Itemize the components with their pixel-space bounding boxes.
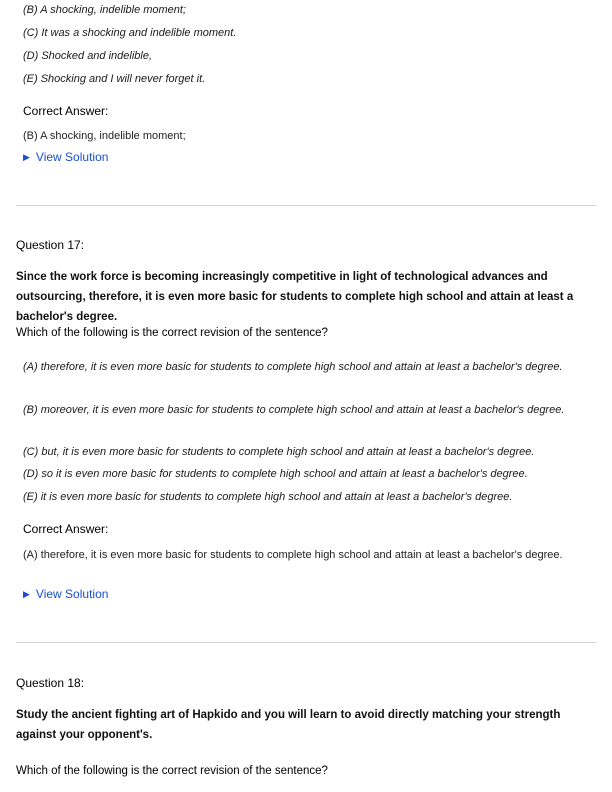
q17-option-a: (A) therefore, it is even more basic for students to complete high school and attain at least a bachelor's degree. [23, 361, 563, 373]
q18-title: Question 18: [16, 676, 85, 690]
q17-correct-answer: (A) therefore, it is even more basic for students to complete high school and attain at least a bachelor's degree. [23, 549, 563, 561]
q17-option-d: (D) so it is even more basic for students to complete high school and attain at least a bachelor's degree. [23, 468, 528, 480]
section-divider [16, 205, 596, 206]
q16-option-c: (C) It was a shocking and indelible moment. [23, 27, 237, 39]
q16-view-solution-link[interactable] [23, 150, 108, 164]
q16-option-d: (D) Shocked and indelible, [23, 50, 153, 62]
view-solution-label: View Solution [35, 587, 109, 601]
q17-stem: Since the work force is becoming increasingly competitive in light of technological advances and outsourcing, therefore, it is even more basic for students to complete high school and attain at least a bachelor's degree. [16, 271, 574, 323]
q17-option-c: (C) but, it is even more basic for students to complete high school and attain at least a bachelor's degree. [23, 446, 535, 458]
section-divider [16, 642, 596, 643]
expand-triangle-icon: ▶ [23, 589, 30, 599]
expand-triangle-icon: ▶ [23, 152, 30, 162]
q16-option-e: (E) Shocking and I will never forget it. [23, 73, 206, 85]
q17-option-b: (B) moreover, it is even more basic for students to complete high school and attain at least a bachelor's degree. [23, 404, 565, 416]
q16-correct-answer: (B) A shocking, indelible moment; [23, 130, 186, 142]
q17-option-e: (E) it is even more basic for students to complete high school and attain at least a bachelor's degree. [23, 491, 513, 503]
q16-correct-answer-label: Correct Answer: [23, 104, 109, 118]
view-solution-label: View Solution [35, 150, 109, 164]
q16-option-b: (B) A shocking, indelible moment; [23, 4, 187, 16]
q17-prompt: Which of the following is the correct revision of the sentence? [16, 327, 328, 339]
q17-view-solution-link[interactable] [23, 587, 108, 601]
q18-prompt: Which of the following is the correct revision of the sentence? [16, 765, 328, 777]
q18-stem: Study the ancient fighting art of Hapkido and you will learn to avoid directly matching your strength against your opponent's. [16, 709, 561, 741]
q17-title: Question 17: [16, 238, 85, 252]
q17-correct-answer-label: Correct Answer: [23, 522, 109, 536]
